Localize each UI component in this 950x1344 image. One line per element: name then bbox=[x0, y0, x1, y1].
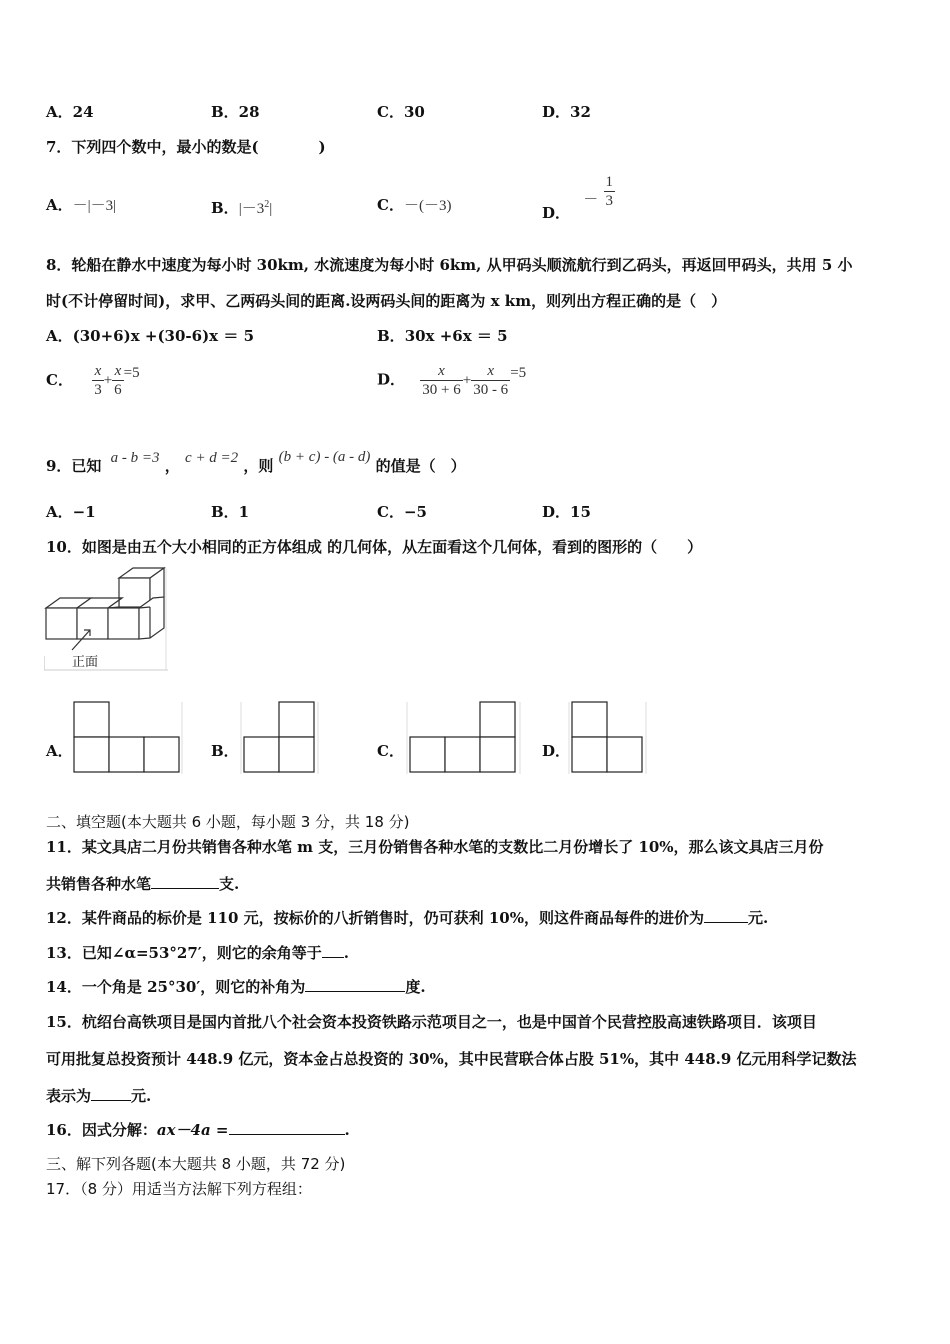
q8-option-a bbox=[46, 326, 254, 346]
q16-expression: ax－4a bbox=[156, 1121, 211, 1139]
q8-d-den2: 30 - 6 bbox=[473, 382, 509, 398]
q15-line2: 可用批复总投资预计 448.9 亿元，资本金占总投资的 30%，其中民营联合体占股 51%，其中 448.9 亿元用科学记数法 bbox=[46, 1050, 857, 1068]
q8-d-eq: =5 bbox=[510, 364, 527, 381]
q8-b-label: B． bbox=[377, 327, 405, 345]
bottom-cube2-front bbox=[77, 608, 108, 639]
q9-option-c: C．−5 bbox=[377, 503, 427, 521]
q10-option-d-figure bbox=[568, 700, 648, 776]
q16-text-b: . bbox=[344, 1121, 350, 1139]
q9-condition1: a - b =3 bbox=[110, 450, 160, 466]
q6-option-d: D．32 bbox=[542, 103, 591, 121]
q9-option-a: A．−1 bbox=[46, 503, 96, 521]
q10-option-c-label: C． bbox=[377, 742, 404, 760]
q9-condition2: c + d =2 bbox=[185, 450, 239, 466]
q16-answer-blank bbox=[229, 1120, 345, 1135]
q8-c-frac2 bbox=[112, 362, 124, 399]
q8-d-num2: x bbox=[471, 362, 510, 381]
q7-b-sup: 2 bbox=[264, 199, 270, 210]
q13 bbox=[46, 943, 349, 963]
q8-stem-line1: 8．轮船在静水中速度为每小时 30km, 水流速度为每小时 6km, 从甲码头顺流航行到乙码头，再返回甲码头，共用 5 小 bbox=[46, 256, 853, 274]
front-label: 正面 bbox=[72, 655, 99, 670]
q7-b-tail: | bbox=[269, 201, 273, 217]
q7-option-d bbox=[542, 171, 615, 222]
q8-c-num2: x bbox=[112, 362, 124, 381]
q11-answer-blank bbox=[151, 874, 219, 889]
q7-d-label: D． bbox=[542, 203, 571, 222]
q17-stem: 17．（8 分）用适当方法解下列方程组： bbox=[46, 1180, 312, 1198]
q6-option-a: A．24 bbox=[46, 103, 94, 121]
q8-a-label: A． bbox=[46, 327, 73, 345]
q7-d-fraction bbox=[604, 173, 616, 210]
q14-text-b: 度. bbox=[405, 978, 426, 996]
q15-line3 bbox=[46, 1086, 151, 1106]
q14-text-a: 14．一个角是 25°30′，则它的补角为 bbox=[46, 978, 306, 996]
q8-c-plus: + bbox=[103, 372, 113, 389]
q10-stem: 10．如图是由五个大小相同的正方体组成 的几何体，从左面看这个几何体，看到的图形的（ ） bbox=[46, 538, 703, 556]
q12-answer-blank bbox=[704, 908, 748, 923]
q7-d-sign: － bbox=[583, 191, 599, 208]
q16-text-a: 16．因式分解： bbox=[46, 1121, 157, 1139]
q10-solid-figure bbox=[44, 566, 170, 674]
q7-c-label: C． bbox=[377, 196, 404, 214]
q8-c-label: C． bbox=[46, 370, 73, 389]
q15-line1: 15．杭绍台高铁项目是国内首批八个社会资本投资铁路示范项目之一，也是中国首个民营控股高速铁路项目．该项目 bbox=[46, 1013, 817, 1031]
q8-c-den1: 3 bbox=[94, 382, 102, 398]
q11-text-b: 支. bbox=[219, 875, 240, 893]
q10-option-a-figure bbox=[72, 700, 184, 776]
q14 bbox=[46, 977, 426, 997]
q10-option-d-label: D． bbox=[542, 742, 571, 760]
q7-b-math: |－3 bbox=[238, 201, 265, 217]
q9-sep: ， bbox=[164, 457, 180, 475]
q8-option-d bbox=[377, 362, 526, 399]
q10-option-b-label: B． bbox=[211, 742, 239, 760]
q7-option-a bbox=[46, 195, 116, 216]
q6-option-c: C．30 bbox=[377, 103, 425, 121]
bottom-cube1-front bbox=[46, 608, 77, 639]
q6-option-b: B．28 bbox=[211, 103, 260, 121]
q12-text-a: 12．某件商品的标价是 110 元，按标价的八折销售时，仍可获利 10%，则这件商品每件的进价为 bbox=[46, 909, 704, 927]
q9-suffix: 的值是（ ） bbox=[375, 457, 466, 475]
q13-text-a: 13．已知∠α=53°27′，则它的余角等于 bbox=[46, 944, 322, 962]
q7-a-label: A． bbox=[46, 196, 73, 214]
q8-c-num1: x bbox=[92, 362, 104, 381]
q7-a-math: －|－3| bbox=[72, 198, 117, 214]
q12-text-b: 元. bbox=[747, 909, 769, 927]
section-2-heading: 二、填空题(本大题共 6 小题，每小题 3 分，共 18 分) bbox=[46, 813, 410, 831]
q7-option-b bbox=[211, 195, 272, 219]
q7-b-label: B． bbox=[211, 199, 239, 217]
q8-d-frac2 bbox=[471, 362, 510, 399]
q9-option-d: D．15 bbox=[542, 503, 591, 521]
q9-mid: ，则 bbox=[243, 457, 274, 475]
q8-d-plus: + bbox=[462, 372, 472, 389]
q9-prefix: 9．已知 bbox=[46, 457, 102, 475]
q9-expression: (b + c) - (a - d) bbox=[278, 449, 371, 465]
q8-option-c bbox=[46, 362, 140, 399]
bottom-cube3-front bbox=[108, 608, 139, 639]
q7-d-denominator: 3 bbox=[605, 193, 613, 209]
q12 bbox=[46, 908, 768, 928]
q7-c-math: －(－3) bbox=[403, 198, 452, 214]
q11-line1: 11．某文具店二月份共销售各种水笔 m 支，三月份销售各种水笔的支数比二月份增长了 10%，那么该文具店三月份 bbox=[46, 838, 824, 856]
q8-d-label: D． bbox=[377, 370, 406, 389]
q11-line2 bbox=[46, 874, 239, 894]
q8-c-eq: =5 bbox=[123, 364, 140, 381]
q8-d-num1: x bbox=[420, 362, 462, 381]
q8-c-den2: 6 bbox=[114, 382, 122, 398]
top-cube-front-face bbox=[119, 578, 150, 607]
q13-answer-blank bbox=[322, 943, 344, 958]
q8-d-frac1 bbox=[420, 362, 462, 399]
q11-text-a: 共销售各种水笔 bbox=[46, 875, 152, 893]
q14-answer-blank bbox=[305, 977, 405, 992]
q7-option-c bbox=[377, 195, 451, 216]
q13-text-b: . bbox=[343, 944, 349, 962]
section-3-heading: 三、解下列各题(本大题共 8 小题，共 72 分) bbox=[46, 1155, 346, 1173]
q10-option-c-figure bbox=[406, 700, 522, 776]
q7-d-numerator: 1 bbox=[605, 174, 613, 190]
q8-option-b bbox=[377, 326, 508, 346]
q15-text-a: 表示为 bbox=[46, 1087, 92, 1105]
q8-d-den1: 30 + 6 bbox=[422, 382, 461, 398]
q16-eq: = bbox=[210, 1121, 229, 1139]
q10-option-a-label: A． bbox=[46, 742, 73, 760]
q15-answer-blank bbox=[91, 1086, 131, 1101]
q8-stem-line2: 时(不计停留时间)，求甲、乙两码头间的距离.设两码头间的距离为 x km，则列出方程正确的是（ ） bbox=[46, 292, 727, 310]
q9-option-b: B．1 bbox=[211, 503, 250, 521]
q8-c-frac1 bbox=[92, 362, 104, 399]
q16 bbox=[46, 1120, 350, 1140]
q8-a-math: (30+6)x +(30-6)x ＝ 5 bbox=[72, 327, 255, 345]
q8-b-math: 30x +6x ＝ 5 bbox=[404, 327, 508, 345]
q10-option-b-figure bbox=[240, 700, 320, 776]
q15-text-b: 元. bbox=[131, 1087, 152, 1105]
q7-stem: 7．下列四个数中，最小的数是( ) bbox=[46, 138, 326, 156]
q9-stem bbox=[46, 449, 466, 477]
